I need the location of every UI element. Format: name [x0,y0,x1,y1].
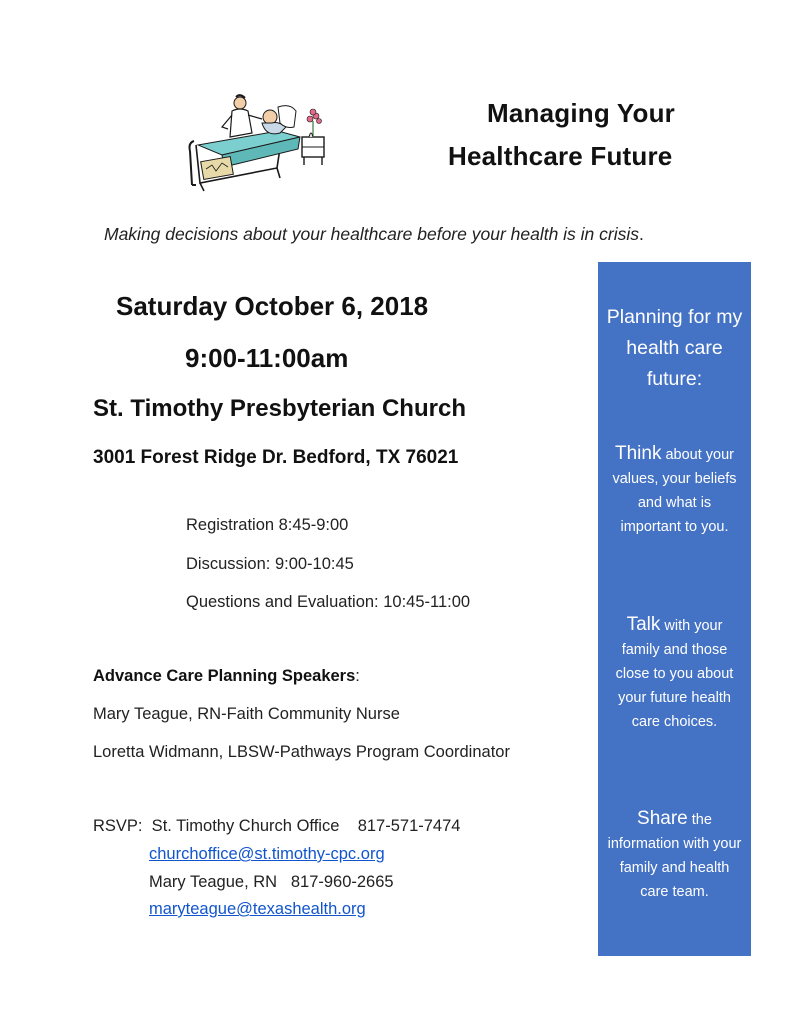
sidebar-think [606,442,743,539]
subtitle-period: . [639,224,644,244]
hospital-bed-illustration [182,93,332,193]
sidebar-talk [606,613,743,734]
rsvp-nurse-line: Mary Teague, RN 817-960-2665 [149,873,394,891]
subtitle-text: Making decisions about your healthcare before your health is in crisis [104,224,640,244]
speakers-heading-colon: : [355,667,360,685]
speakers-heading-text: Advance Care Planning Speakers [93,667,356,685]
subtitle [104,224,644,245]
think-text: about your values, your beliefs and what is important to you. [612,447,737,535]
event-venue: St. Timothy Presbyterian Church [93,395,466,422]
speaker-2: Loretta Widmann, LBSW-Pathways Program Coordinator [93,743,510,761]
event-address: 3001 Forest Ridge Dr. Bedford, TX 76021 [93,447,459,468]
talk-text: with your family and those close to you about your future health care choices. [615,618,734,730]
title-line-2: Healthcare Future [448,141,673,171]
event-date: Saturday October 6, 2018 [116,291,429,321]
church-office-email-link[interactable]: churchoffice@st.timothy-cpc.org [149,845,385,863]
planning-sidebar [598,262,751,956]
rsvp-line: RSVP: St. Timothy Church Office 817-571-7474 [93,817,461,835]
sidebar-heading: Planning for my health care future: [606,306,743,390]
speaker-1: Mary Teague, RN-Faith Community Nurse [93,705,400,723]
nurse-email-link[interactable]: maryteague@texashealth.org [149,900,366,918]
title-line-1: Managing Your [487,98,675,128]
event-time: 9:00-11:00am [185,343,349,373]
talk-keyword: Talk [626,614,661,635]
sidebar-share [606,807,743,904]
think-keyword: Think [614,443,662,464]
speakers-heading [93,667,360,686]
share-keyword: Share [637,808,688,829]
schedule-questions: Questions and Evaluation: 10:45-11:00 [186,593,471,611]
share-text: the information with your family and health care team. [607,812,742,900]
schedule-registration: Registration 8:45-9:00 [186,516,349,534]
schedule-discussion: Discussion: 9:00-10:45 [186,555,354,573]
